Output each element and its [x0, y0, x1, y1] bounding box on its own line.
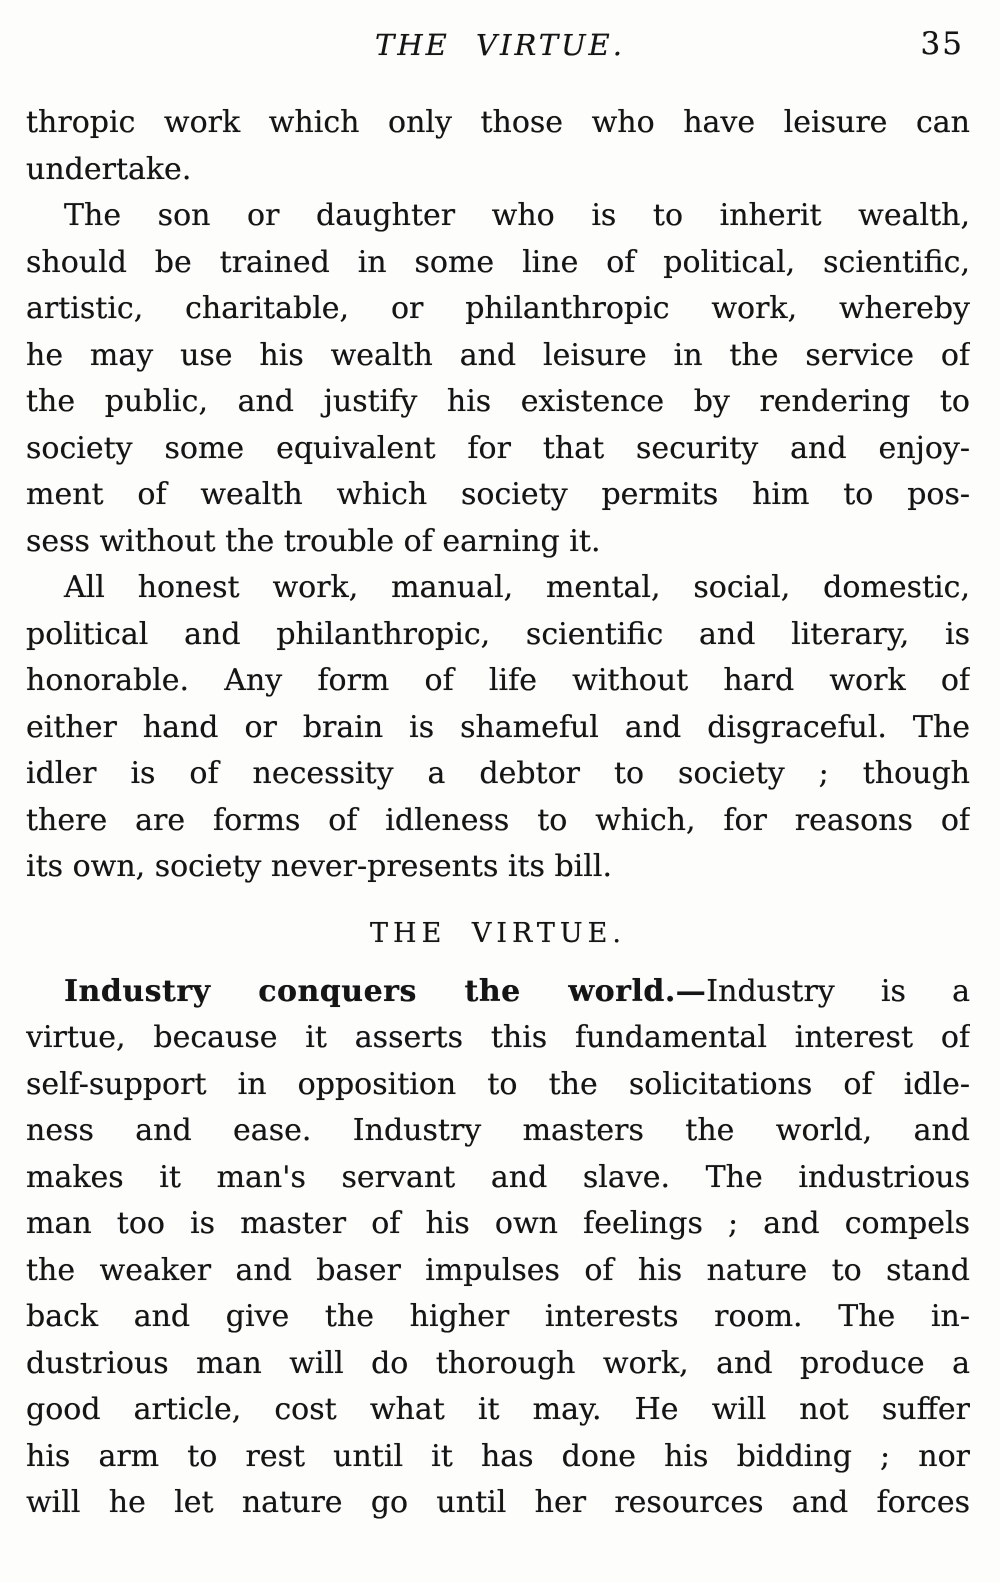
- paragraph-lead-rest: Industry is a: [706, 973, 970, 1009]
- text-line: will he let nature go until her resources and forces: [26, 1485, 970, 1520]
- page-body: [26, 100, 970, 1527]
- text-line: idler is of necessity a debtor to society ; though: [26, 756, 970, 791]
- text-line: man too is master of his own feelings ; and compels: [26, 1206, 970, 1241]
- text-line: ness and ease. Industry masters the world, and: [26, 1113, 970, 1148]
- page-number: 35: [920, 26, 964, 62]
- text-line: dustrious man will do thorough work, and produce a: [26, 1345, 970, 1381]
- text-line: All honest work, manual, mental, social, domestic,: [64, 570, 970, 605]
- paragraph-son-daughter: [26, 193, 970, 565]
- running-header-title: THE VIRTUE.: [375, 28, 625, 62]
- text-line: virtue, because it asserts this fundamental interest of: [26, 1020, 970, 1055]
- text-line: his arm to rest until it has done his bidding ; nor: [26, 1438, 970, 1474]
- paragraph-honest-work: [26, 565, 970, 891]
- paragraph-continuation: [26, 100, 970, 193]
- text-line: he may use his wealth and leisure in the service of: [26, 337, 970, 373]
- text-line: [26, 969, 970, 1016]
- text-line: back and give the higher interests room. The in-: [26, 1299, 970, 1334]
- text-line: its own, society never-presents its bill.: [26, 849, 612, 884]
- text-line: thropic work which only those who have leisure can: [26, 105, 970, 140]
- text-line: ment of wealth which society permits him to pos-: [26, 477, 970, 512]
- text-line: honorable. Any form of life without hard work of: [26, 663, 970, 698]
- text-line: self-support in opposition to the solicitations of idle-: [26, 1066, 970, 1102]
- page-header: [0, 0, 1000, 66]
- text-line: either hand or brain is shameful and disgraceful. The: [26, 709, 970, 745]
- text-line: political and philanthropic, scientific and literary, is: [26, 616, 970, 652]
- text-line: the public, and justify his existence by rendering to: [26, 384, 970, 419]
- text-line: undertake.: [26, 151, 192, 187]
- text-line: good article, cost what it may. He will not suffer: [26, 1392, 970, 1427]
- section-heading: THE VIRTUE.: [370, 917, 626, 949]
- text-line: should be trained in some line of political, scientific,: [26, 244, 970, 280]
- text-line: makes it man's servant and slave. The industrious: [26, 1159, 970, 1195]
- paragraph-lead-bold: Industry conquers the world.—: [64, 973, 707, 1009]
- text-line: The son or daughter who is to inherit wealth,: [64, 198, 970, 233]
- text-line: there are forms of idleness to which, for reasons of: [26, 802, 970, 838]
- text-line: the weaker and baser impulses of his nature to stand: [26, 1252, 970, 1288]
- text-line: artistic, charitable, or philanthropic work, whereby: [26, 291, 970, 326]
- text-line: society some equivalent for that security and enjoy-: [26, 430, 970, 466]
- paragraph-industry: [26, 969, 970, 1527]
- text-line: sess without the trouble of earning it.: [26, 523, 601, 559]
